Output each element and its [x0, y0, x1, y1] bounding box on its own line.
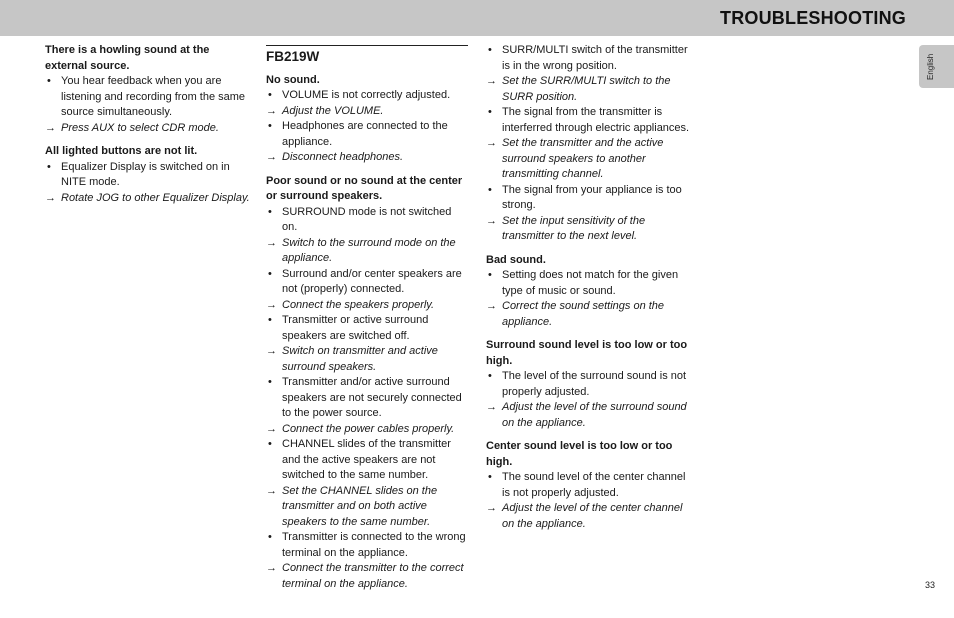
item-text: The signal from your appliance is too strong.: [502, 183, 682, 211]
remedy-item: [486, 214, 690, 245]
item-text: CHANNEL slides of the transmitter and the active speakers are not switched to the same number.: [282, 438, 451, 481]
item-text: Connect the power cables properly.: [282, 422, 455, 435]
bullet-icon: •: [268, 89, 272, 101]
remedy-item: [486, 74, 690, 105]
remedy-item: [266, 104, 468, 120]
item-text: Adjust the level of the surround sound on the appliance.: [502, 401, 687, 429]
cause-item: [486, 183, 690, 214]
item-text: Transmitter and/or active surround speakers are not securely connected to the power source.: [282, 376, 462, 419]
item-text: Set the SURR/MULTI switch to the SURR position.: [502, 75, 671, 103]
item-text: Connect the transmitter to the correct terminal on the appliance.: [282, 562, 464, 590]
cause-item: [266, 205, 468, 236]
column-3: [486, 43, 690, 532]
item-text: Transmitter or active surround speakers are switched off.: [282, 314, 429, 342]
item-text: Set the transmitter and the active surround speakers to another transmitting channel.: [502, 137, 664, 180]
cause-item: [45, 160, 250, 191]
remedy-item: [486, 299, 690, 330]
item-text: Adjust the VOLUME.: [282, 104, 384, 117]
item-text: Adjust the level of the center channel on the appliance.: [502, 502, 683, 530]
cause-item: [266, 88, 468, 104]
item-text: Equalizer Display is switched on in NITE mode.: [61, 160, 230, 188]
cause-item: [486, 43, 690, 74]
section-heading: No sound.: [266, 73, 320, 86]
remedy-item: [266, 422, 468, 438]
item-text: Surround and/or center speakers are not (properly) connected.: [282, 267, 462, 295]
arrow-icon: →: [266, 151, 277, 163]
cause-item: [486, 369, 690, 400]
item-text: SURR/MULTI switch of the transmitter is in the wrong position.: [502, 44, 688, 72]
item-text: Headphones are connected to the appliance.: [282, 120, 448, 148]
language-tab: [919, 45, 954, 88]
language-label: English: [926, 53, 935, 80]
remedy-item: [266, 150, 468, 166]
item-text: The level of the surround sound is not properly adjusted.: [502, 370, 687, 398]
section-gap: [486, 330, 690, 338]
cause-item: [266, 313, 468, 344]
arrow-icon: →: [486, 75, 497, 87]
bullet-icon: •: [488, 471, 492, 483]
remedy-item: [45, 191, 250, 207]
bullet-icon: •: [47, 75, 51, 87]
section-gap: [45, 136, 250, 144]
item-text: Switch to the surround mode on the appliance.: [282, 236, 456, 264]
item-text: The signal from the transmitter is interferred through electric appliances.: [502, 106, 690, 134]
section-heading: Poor sound or no sound at the center or surround speakers.: [266, 174, 463, 202]
section-heading: Surround sound level is too low or too high.: [486, 339, 688, 367]
arrow-icon: →: [486, 214, 497, 227]
remedy-item: [486, 501, 690, 532]
cause-item: [266, 119, 468, 150]
bullet-icon: •: [268, 531, 272, 543]
item-text: VOLUME is not correctly adjusted.: [282, 89, 451, 101]
item-text: Transmitter is connected to the wrong terminal on the appliance.: [282, 531, 466, 559]
remedy-item: [266, 561, 468, 592]
bullet-icon: •: [488, 44, 492, 56]
arrow-icon: →: [266, 422, 277, 435]
item-text: Setting does not match for the given type of music or sound.: [502, 269, 679, 297]
remedy-item: [266, 236, 468, 267]
arrow-icon: →: [266, 236, 277, 249]
remedy-item: [45, 121, 250, 137]
section-heading: Bad sound.: [486, 253, 546, 266]
remedy-item: [486, 136, 690, 183]
arrow-icon: →: [266, 298, 277, 311]
item-text: You hear feedback when you are listening and recording from the same source simultaneously.: [61, 75, 246, 118]
arrow-icon: →: [486, 137, 497, 149]
item-text: Connect the speakers properly.: [282, 298, 435, 311]
item-text: The sound level of the center channel is not properly adjusted.: [502, 471, 686, 499]
item-text: Set the input sensitivity of the transmitter to the next level.: [502, 214, 646, 242]
section-gap: [486, 245, 690, 253]
remedy-item: [266, 298, 468, 314]
bullet-icon: •: [488, 106, 492, 118]
column-2: [266, 43, 468, 592]
item-text: Disconnect headphones.: [282, 151, 404, 163]
bullet-icon: •: [268, 438, 272, 450]
arrow-icon: →: [266, 484, 277, 497]
arrow-icon: →: [266, 562, 277, 574]
cause-item: [45, 74, 250, 121]
item-text: Press AUX to select CDR mode.: [61, 121, 219, 134]
arrow-icon: →: [486, 502, 497, 514]
bullet-icon: •: [268, 267, 272, 280]
item-text: Set the CHANNEL slides on the transmitter and on both active speakers to the same number.: [282, 484, 438, 528]
page-number: 33: [925, 580, 936, 590]
cause-item: [486, 268, 690, 299]
bullet-icon: •: [488, 183, 492, 196]
section-heading: All lighted buttons are not lit.: [45, 145, 198, 157]
section-heading: Center sound level is too low or too high.: [486, 440, 673, 468]
section-heading: There is a howling sound at the external source.: [45, 44, 210, 72]
column-1: [45, 43, 250, 206]
item-text: SURROUND mode is not switched on.: [282, 205, 452, 233]
arrow-icon: →: [45, 191, 56, 204]
bullet-icon: •: [488, 269, 492, 281]
bullet-icon: •: [268, 205, 272, 218]
cause-item: [266, 267, 468, 298]
arrow-icon: →: [45, 121, 56, 134]
bullet-icon: •: [488, 370, 492, 382]
bullet-icon: •: [47, 160, 51, 173]
bullet-icon: •: [268, 314, 272, 326]
remedy-item: [486, 400, 690, 431]
section-gap: [266, 166, 468, 174]
page-title: TROUBLESHOOTING: [720, 8, 906, 28]
arrow-icon: →: [266, 345, 277, 357]
arrow-icon: →: [486, 401, 497, 413]
cause-item: [266, 375, 468, 422]
cause-item: [266, 437, 468, 484]
arrow-icon: →: [266, 104, 277, 117]
item-text: Correct the sound settings on the appliance.: [502, 300, 665, 328]
item-text: Rotate JOG to other Equalizer Display.: [61, 191, 250, 204]
section-gap: [486, 431, 690, 439]
remedy-item: [266, 484, 468, 531]
bullet-icon: •: [268, 120, 272, 132]
remedy-item: [266, 344, 468, 375]
cause-item: [266, 530, 468, 561]
cause-item: [486, 105, 690, 136]
item-text: Switch on transmitter and active surround speakers.: [282, 345, 438, 373]
arrow-icon: →: [486, 300, 497, 312]
cause-item: [486, 470, 690, 501]
bullet-icon: •: [268, 376, 272, 388]
model-title: FB219W: [266, 45, 468, 65]
